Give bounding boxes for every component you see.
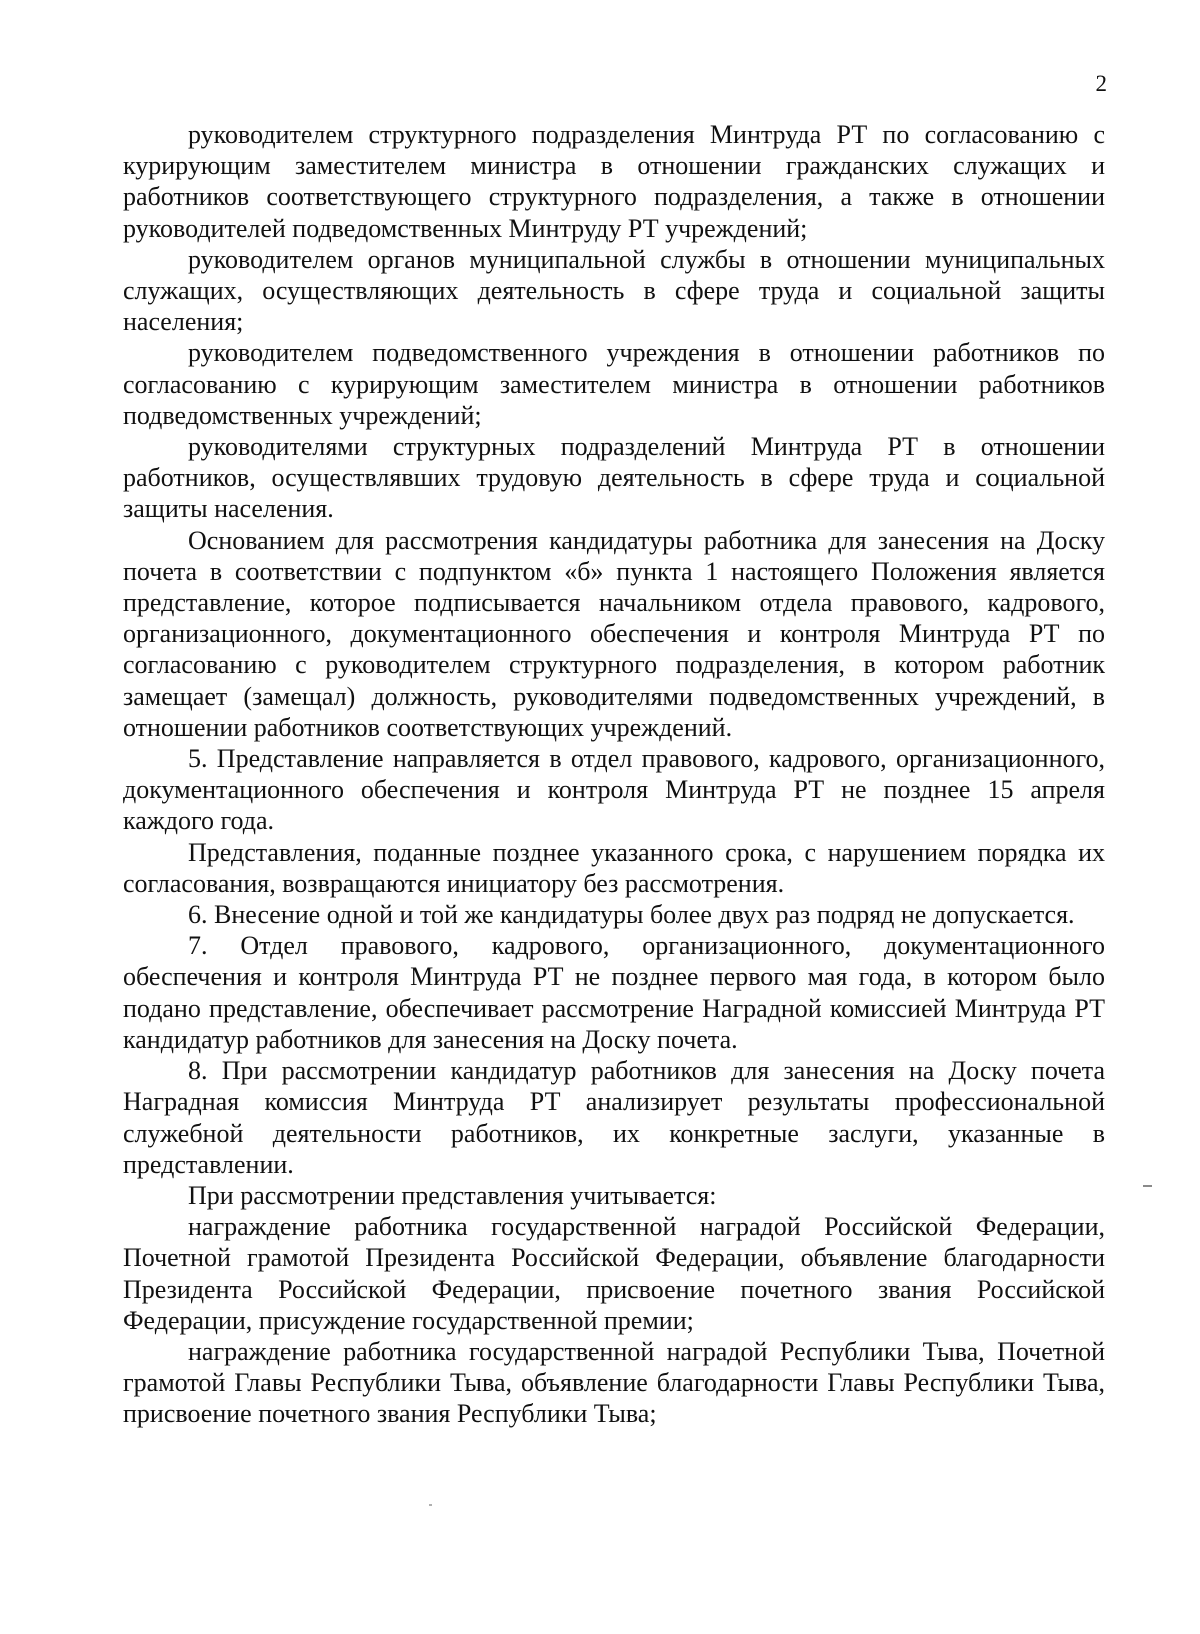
paragraph-grounds-for-consideration: Основанием для рассмотрения кандидатуры работника для занесения на Доску почета в соответствии с подпунктом «б» пункта 1 настоящего Положения является представление, которое подписывается начальником отдела правового, кадрового, организационного, документационного обеспечения и контроля Минтруда РТ по согласованию с руководителем структурного подразделения, в котором работник замещает (замещал) должность, руководителями подведомственных учреждений, в отношении работников соответствующих учреждений. <box>123 525 1105 742</box>
page-number: 2 <box>1095 71 1107 96</box>
paragraph-item-5: 5. Представление направляется в отдел правового, кадрового, организационного, документационного обеспечения и контроля Минтруда РТ не позднее 15 апреля каждого года. <box>123 744 1105 836</box>
paragraph-considered-intro: При рассмотрении представления учитывается: <box>188 1180 717 1210</box>
document-body <box>123 119 1105 1430</box>
paragraph-head-municipal-service: руководителем органов муниципальной службы в отношении муниципальных служащих, осуществляющих деятельность в сфере труда и социальной защиты населения; <box>123 244 1105 337</box>
paragraph-late-submissions: Представления, поданные позднее указанного срока, с нарушением порядка их согласования, возвращаются инициатору без рассмотрения. <box>123 837 1105 898</box>
paragraph-federal-awards: награждение работника государственной наградой Российской Федерации, Почетной грамотой Президента Российской Федерации, объявление благодарности Президента Российской Федерации, присвоение почетного звания Российской Федерации, присуждение государственной премии; <box>123 1212 1105 1335</box>
paragraph-head-subordinate-institution: руководителем подведомственного учреждения в отношении работников по согласованию с курирующим заместителем министра в отношении работников подведомственных учреждений; <box>123 338 1105 430</box>
paragraph-republic-awards: награждение работника государственной наградой Республики Тыва, Почетной грамотой Главы Республики Тыва, объявление благодарности Главы Республики Тыва, присвоение почетного звания Республики Тыва; <box>123 1336 1105 1429</box>
scan-artifact-dash <box>1143 1185 1152 1187</box>
scan-artifact-dot <box>429 1504 432 1506</box>
paragraph-heads-of-structural-units: руководителями структурных подразделений Минтруда РТ в отношении работников, осуществлявших трудовую деятельность в сфере труда и социальной защиты населения. <box>123 432 1105 524</box>
paragraph-item-6: 6. Внесение одной и той же кандидатуры более двух раз подряд не допускается. <box>188 900 1075 930</box>
paragraph-item-8: 8. При рассмотрении кандидатур работников для занесения на Доску почета Наградная комиссия Минтруда РТ анализирует результаты профессиональной служебной деятельности работников, их конкретные заслуги, указанные в представлении. <box>123 1056 1105 1179</box>
paragraph-item-7: 7. Отдел правового, кадрового, организационного, документационного обеспечения и контроля Минтруда РТ не позднее первого мая года, в котором было подано представление, обеспечивает рассмотрение Наградной комиссией Минтруда РТ кандидатур работников для занесения на Доску почета. <box>123 931 1105 1054</box>
paragraph-head-structural-unit: руководителем структурного подразделения Минтруда РТ по согласованию с курирующим заместителем министра в отношении гражданских служащих и работников соответствующего структурного подразделения, а также в отношении руководителей подведомственных Минтруду РТ учреждений; <box>123 120 1105 243</box>
